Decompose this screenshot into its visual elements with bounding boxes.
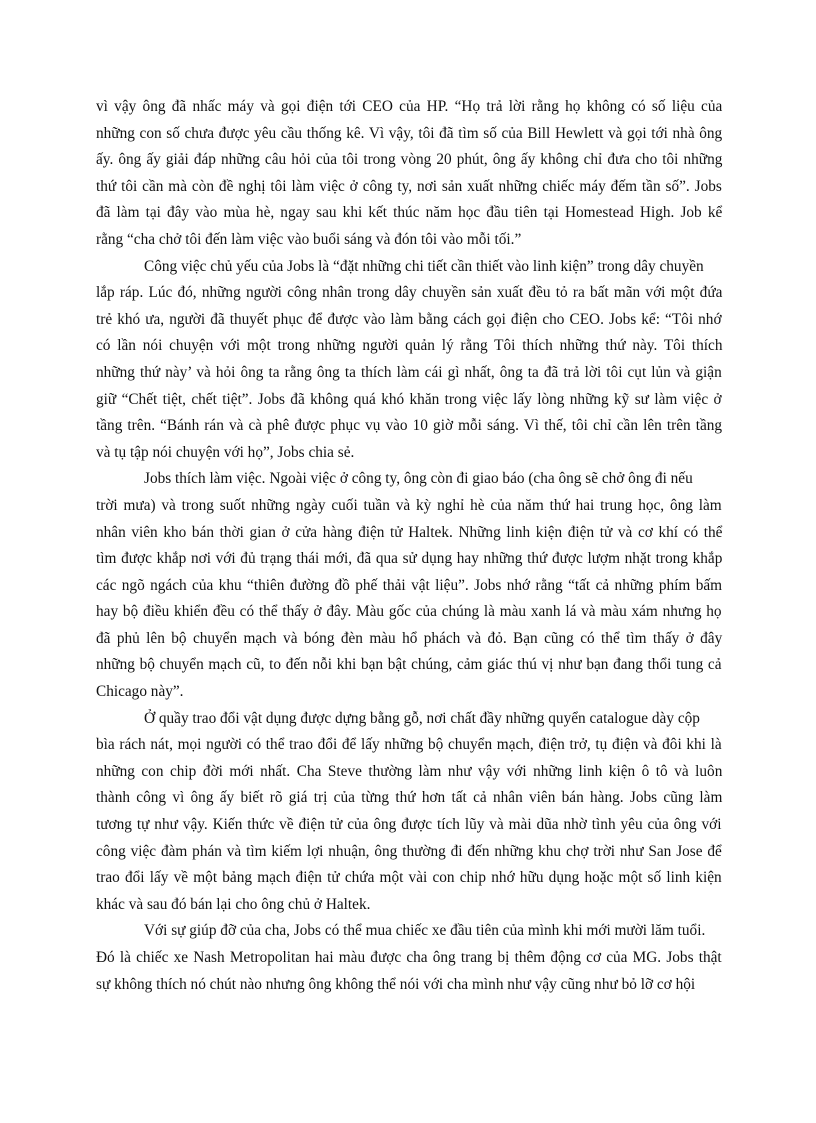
text-line: khác và sau đó bán lại cho ông chủ ở Haltek. [96,895,371,913]
text-line: và tụ tập nói chuyện với họ”, Jobs chia sẻ. [96,443,355,461]
text-line: tìm được khắp nơi với đủ trạng thái mới, đã qua sử dụng hay những thứ được lượm nhặt trong khắp [96,550,723,568]
paragraph [96,706,722,919]
paragraph [96,466,722,705]
text-line: hay bộ điều khiển đều có thể thấy ở đây. Màu gốc của chúng là màu xanh lá và màu xám nhưng họ [96,603,722,621]
text-line: trời mưa) và trong suốt những ngày cuối tuần và kỳ nghỉ hè của năm thứ hai trung học, ông làm [96,496,722,514]
text-line: rằng “cha chở tôi đến làm việc vào buổi sáng và đón tôi vào mỗi tối.” [96,230,522,248]
text-line: công việc đàm phán và tìm kiếm lợi nhuận, ông thường đi đến những khu chợ trời như San Jose để [96,842,722,860]
text-line: những con chip đời mới nhất. Cha Steve thường làm như vậy với những linh kiện ô tô và luôn [96,762,723,780]
document-page [96,94,722,998]
text-line: trẻ khó ưa, người đã thuyết phục để được vào làm bằng cách gọi điện cho CEO. Jobs kể: “Tôi nhớ [96,310,722,328]
paragraph [96,254,722,467]
text-line: bìa rách nát, mọi người có thể trao đổi để lấy những bộ chuyển mạch, điện trở, tụ điện và đôi khi là [96,736,722,754]
paragraph [96,918,722,998]
text-line: các ngõ ngách của khu “thiên đường đồ phế thải vật liệu”. Jobs nhớ rằng “tất cả những phím bấm [96,576,723,594]
text-line: tương tự như vậy. Kiến thức về điện tử của ông được tích lũy và mài dũa nhờ tình yêu của ông với [96,816,722,834]
text-line: Jobs thích làm việc. Ngoài việc ở công ty, ông còn đi giao báo (cha ông sẽ chở ông đi nếu [144,470,693,488]
text-line: sự không thích nó chút nào nhưng ông không thể nói với cha mình như vậy cũng như bỏ lỡ cơ hội [96,975,696,993]
text-line: có lần nói chuyện với một trong những người quản lý rằng Tôi thích những thứ này. Tôi thích [96,337,723,355]
text-line: Chicago này”. [96,683,184,701]
text-line: trao đổi lấy về một bảng mạch điện tử chứa một vài con chip nhớ hữu dụng hoặc một số linh kiện [96,869,722,887]
text-line: thành công vì ông ấy biết rõ giá trị của từng thứ hơn tất cả nhân viên bán hàng. Jobs cũng làm [96,789,723,807]
text-line: lắp ráp. Lúc đó, những người công nhân trong dây chuyền sản xuất đều tỏ ra bất mãn với một đứa [96,284,723,302]
text-line: đã làm tại đây vào mùa hè, ngay sau khi kết thúc năm học đầu tiên tại Homestead High. Job kể [96,204,723,222]
text-line: Công việc chủ yếu của Jobs là “đặt những chi tiết cần thiết vào linh kiện” trong dây chuyền [144,257,704,275]
text-line: Ở quầy trao đổi vật dụng được dựng bằng gỗ, nơi chất đầy những quyển catalogue dày cộp [144,709,700,727]
text-line: ấy. ông ấy giải đáp những câu hỏi của tôi trong vòng 20 phút, ông ấy không chỉ đưa cho tôi những [96,151,723,169]
paragraph [96,94,722,254]
text-line: những con số chưa được yêu cầu thống kê. Vì vậy, tôi đã tìm số của Bill Hewlett và gọi tới nhà ông [96,124,723,142]
text-line: tầng trên. “Bánh rán và cà phê được phục vụ vào 10 giờ mỗi sáng. Vì thế, tôi chỉ cần lên trên tầng [96,417,723,435]
text-line: đã phủ lên bộ chuyển mạch và bóng đèn màu hổ phách và đỏ. Bạn cũng có thể tìm thấy ở đây [96,629,723,647]
text-line: vì vậy ông đã nhấc máy và gọi điện tới CEO của HP. “Họ trả lời rằng họ không có số liệu của [96,98,723,115]
text-line: Với sự giúp đỡ của cha, Jobs có thể mua chiếc xe đầu tiên của mình khi mới mười lăm tuổi. [144,922,706,940]
text-line: những thứ này’ và hỏi ông ta rằng ông ta thích làm cái gì nhất, ông ta đã trả lời tôi cụt lủn và giận [96,363,722,381]
text-line: Đó là chiếc xe Nash Metropolitan hai màu được cha ông trang bị thêm động cơ của MG. Jobs thật [96,949,722,966]
text-line: giữ “Chết tiệt, chết tiệt”. Jobs đã không quá khó khăn trong việc lấy lòng những kỹ sư làm việc ở [96,390,722,408]
text-line: nhân viên kho bán thời gian ở cửa hàng điện tử Haltek. Những linh kiện điện tử và cơ khí có thể [96,523,723,541]
text-line: thứ tôi cần mà còn đề nghị tôi làm việc ở công ty, nơi sản xuất những chiếc máy đếm tần số”. Jobs [96,177,722,195]
text-line: những bộ chuyển mạch cũ, to đến nỗi khi bạn bật chúng, cảm giác thú vị như bạn đang thổi tung cả [96,656,722,674]
